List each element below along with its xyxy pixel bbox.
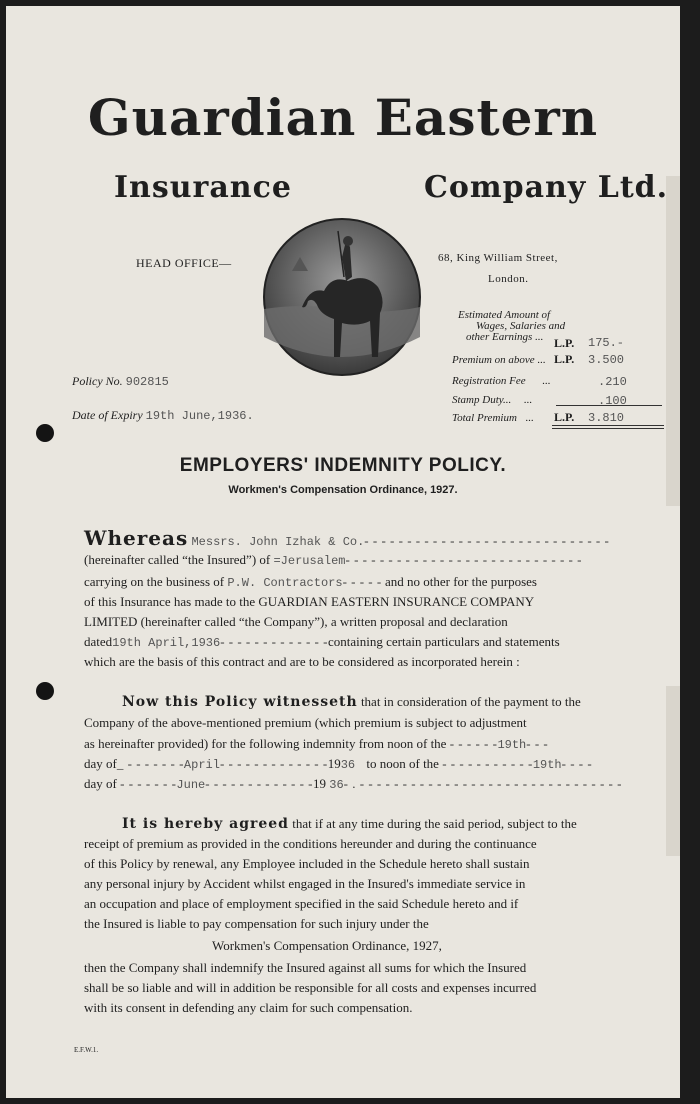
expiry-label: Date of Expiry — [72, 408, 143, 422]
agreed-line-6: the Insured is liable to pay compensation for such injury under the — [84, 916, 429, 931]
day-of-label: day of — [84, 756, 117, 771]
business-post: and no other for the purposes — [384, 574, 537, 589]
stamp-value: .100 — [598, 394, 627, 408]
form-code: E.F.W.1. — [74, 1046, 99, 1054]
dated-value: 19th April,1936 — [112, 636, 221, 650]
premium-value: 3.500 — [588, 353, 625, 367]
agreed-line-4: any personal injury by Accident whilst engaged in the Insured's immediate service in — [84, 876, 526, 891]
policy-no-label: Policy No. — [72, 374, 123, 388]
witnesseth-line-3: as hereinafter provided) for the following indemnity from noon of the — [84, 736, 447, 751]
from-year: 36 — [340, 758, 356, 772]
agreed-line-1: that if at any time during the said period, subject to the — [292, 816, 577, 831]
wages-currency: L.P. — [554, 336, 575, 350]
policy-no-value: 902815 — [125, 375, 169, 389]
agreed-line-8: then the Company shall indemnify the Insured against all sums for which the Insured — [84, 960, 527, 975]
insured-location: =Jerusalem — [273, 554, 346, 568]
day-of-label: day of — [84, 776, 117, 791]
address-line-2: London. — [488, 273, 529, 285]
premium-currency: L.P. — [554, 352, 575, 366]
from-month: April — [183, 758, 220, 772]
to-year: 36 — [329, 778, 344, 792]
total-currency: L.P. — [554, 410, 575, 424]
wages-value: 175.- — [588, 336, 625, 350]
witnesseth-line-2: Company of the above-mentioned premium (which premium is subject to adjustment — [84, 715, 527, 730]
policy-page: Guardian Eastern Insurance Company Ltd. HEAD OFFICE— 68, King William Street, London. Policy No. 902815 Date of Expiry 19th June,1936. Estimated Amount of Wages, Salaries and other Earnings ... L.P. 175.- Premium on above ... L.P. 3.500 Registration Fee ... .210 Stamp Duty... ... .100 Total Premium ... L.P. 3.810 EMPLOYERS' INDEMNITY POLICY. Workmen's Compensation Ordinance, 1927. Whereas Messrs. John Izhak & Co.- - - - - - - - - - - - - - - - - - - - - - - - - - - - - (hereinafter called “the Insured”) of =Jerusalem- - - - - - - - - - - - - - - - - - - - - - - - - - - - carrying on the business of P.W. Contractors- - - - - and no other for the purposes of this Insurance has made to the GUARDIAN EASTERN INSURANCE COMPANY LIMITED (hereinafter called “the Company”), a written proposal and declaration dated19th April,1936- - - - - - - - - - - - -containing certain particulars and statements which are the basis of this contract and are to be considered as incorporated herein : Now this Policy witnesseth that in consideration of the payment to the Company of the above-mentioned premium (which premium is subject to adjustment as hereinafter provided) for the following indemnity from noon of the - - - - - -19th- - - day of_ - - - - - - -April- - - - - - - - - - - - -1936 to noon of the - - - - - - - - - - -19th- - - - day of - - - - - - -June- - - - - - - - - - - - -19 36- . - - - - - - - - - - - - - - - - - - - - - - - - - - - - - - - It is hereby agreed that if at any time during the said period, subject to the receipt of premium as provided in the conditions hereunder and during the continuance of this Policy by renewal, any Employee included in the Schedule hereto shall sustain any personal injury by Accident whilst engaged in the Insured's immediate service in an occupation and place of employment specified in the said Schedule hereto and if the Insured is liable to pay compensation for such injury under the Workmen's Compensation Ordinance, 1927, then the Company shall indemnify the Insured against all sums for which the Insured shall be so liable and will in addition be responsible for all costs and expenses incurred with its consent in defending any claim for such compensation. E.F.W.1. — [6, 6, 680, 1098]
agreed-ordinance: Workmen's Compensation Ordinance, 1927, — [212, 938, 442, 953]
camel-rider-emblem — [262, 217, 422, 377]
underlying-sheet-edge — [666, 686, 680, 856]
agreed-line-5: an occupation and place of employment specified in the said Schedule hereto and if — [84, 896, 519, 911]
to-noon-label: to noon of the — [366, 756, 439, 771]
agreed-line-2: receipt of premium as provided in the conditions hereunder and during the continuance — [84, 836, 537, 851]
head-office-label: HEAD OFFICE— — [136, 256, 232, 270]
witnesseth-lead: Now this Policy witnesseth — [122, 694, 358, 710]
to-month: June — [176, 778, 206, 792]
whereas-line-5: LIMITED (hereinafter called “the Company”), a written proposal and declaration — [84, 614, 508, 629]
address-line-1: 68, King William Street, — [438, 252, 558, 264]
dated-label: dated — [84, 634, 113, 649]
company-name-insurance: Insurance — [114, 170, 292, 205]
dated-post: containing certain particulars and statements — [327, 634, 560, 649]
agreed-line-3: of this Policy by renewal, any Employee included in the Schedule hereto shall sustain — [84, 856, 530, 871]
agreed-lead: It is hereby agreed — [122, 816, 289, 832]
to-year-prefix: 19 — [313, 776, 327, 791]
punch-hole — [36, 424, 54, 442]
policy-subtitle: Workmen's Compensation Ordinance, 1927. — [228, 484, 458, 496]
company-name-heading: Guardian Eastern — [87, 88, 599, 147]
business-value: P.W. Contractors — [227, 576, 343, 590]
registration-value: .210 — [598, 375, 627, 389]
total-value: 3.810 — [588, 411, 625, 425]
agreed-line-10: with its consent in defending any claim for such compensation. — [84, 1000, 413, 1015]
premium-label: Premium on above ... — [452, 354, 546, 366]
total-label: Total Premium ... — [452, 412, 534, 424]
from-day: 19th — [497, 738, 527, 752]
expiry-value: 19th June,1936. — [145, 409, 254, 423]
total-double-rule — [552, 425, 664, 429]
whereas-line-4: of this Insurance has made to the GUARDIAN EASTERN INSURANCE COMPANY — [84, 594, 535, 609]
punch-hole — [36, 682, 54, 700]
whereas-hereinafter: (hereinafter called “the Insured”) of — [84, 552, 271, 567]
registration-label: Registration Fee ... — [452, 375, 551, 387]
from-year-prefix: 19 — [327, 756, 341, 771]
witnesseth-line-1: that in consideration of the payment to the — [360, 694, 581, 709]
whereas-line-7: which are the basis of this contract and are to be considered as incorporated herein : — [84, 654, 520, 669]
whereas-lead: Whereas — [84, 526, 189, 550]
wages-label: Estimated Amount of Wages, Salaries and other Earnings ... — [458, 309, 566, 343]
insured-name: Messrs. John Izhak & Co. — [191, 535, 365, 549]
stamp-label: Stamp Duty... ... — [452, 394, 533, 406]
agreed-line-9: shall be so liable and will in addition be responsible for all costs and expenses incurred — [84, 980, 537, 995]
subtotal-rule — [556, 405, 662, 406]
company-name-ltd: Company Ltd. — [424, 170, 669, 205]
business-label: carrying on the business of — [84, 574, 225, 589]
policy-title: EMPLOYERS' INDEMNITY POLICY. — [179, 455, 507, 476]
to-day: 19th — [532, 758, 562, 772]
